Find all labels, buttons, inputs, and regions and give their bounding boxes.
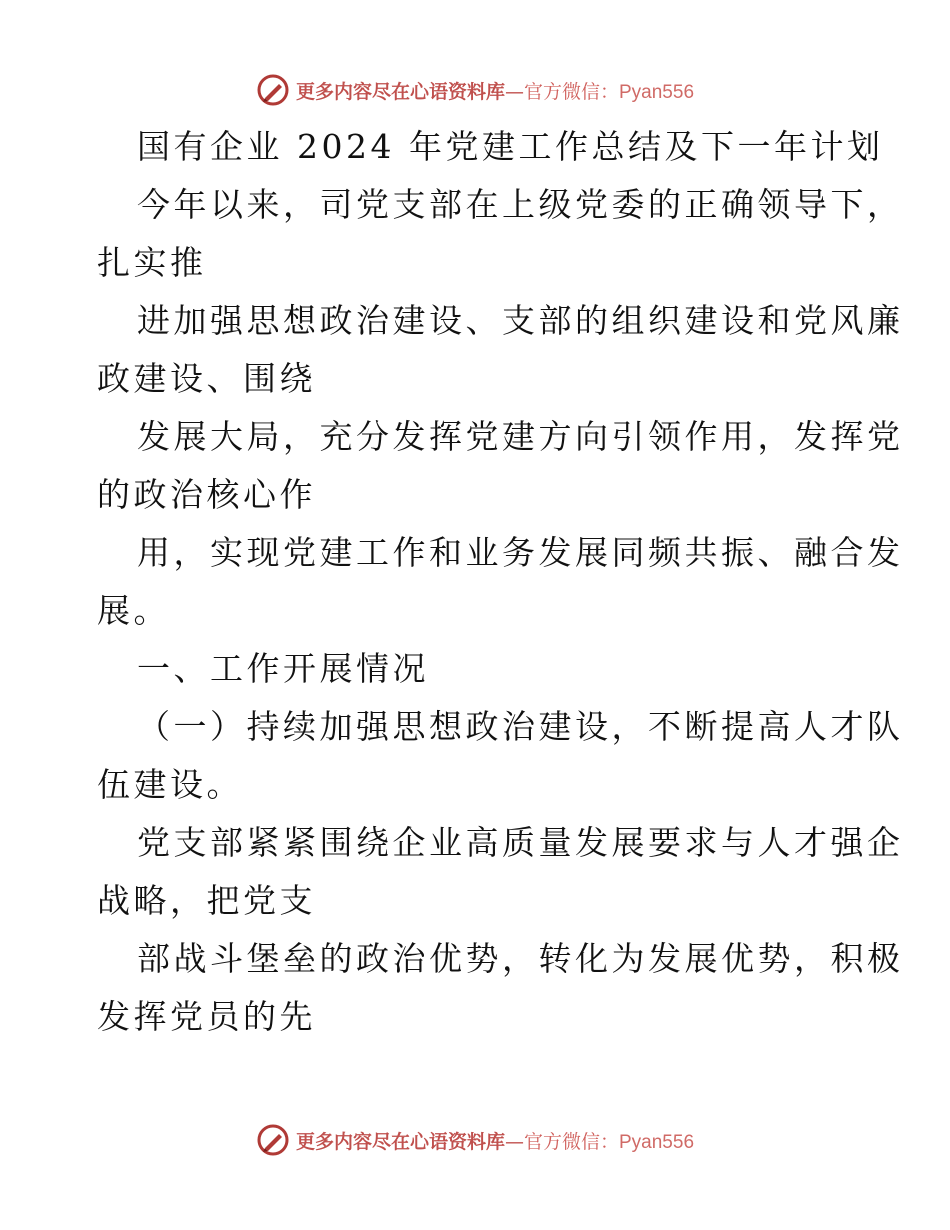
- section-heading: 一、工作开展情况: [137, 649, 429, 688]
- paragraph-line: 部战斗堡垒的政治优势，转化为发展优势，积极: [137, 939, 904, 978]
- paragraph-line: 发展大局，充分发挥党建方向引领作用，发挥党: [137, 417, 904, 456]
- document-body: [97, 118, 904, 1046]
- subsection-heading: （一）持续加强思想政治建设，不断提高人才队: [137, 707, 904, 746]
- watermark-wechat-id: Pyan556: [619, 1131, 695, 1153]
- pen-logo-icon: [256, 73, 290, 107]
- paragraph-line: 用，实现党建工作和业务发展同频共振、融合发: [137, 533, 904, 572]
- paragraph-line: 战略，把党支: [97, 881, 316, 920]
- watermark-wechat-label: 官方微信：: [523, 1130, 619, 1153]
- header-watermark: [0, 70, 950, 110]
- document-title: 国有企业 2024 年党建工作总结及下一年计划: [137, 127, 884, 166]
- paragraph-line: 的政治核心作: [97, 475, 316, 514]
- watermark-brand: 更多内容尽在心语资料库: [295, 1130, 505, 1153]
- subsection-heading-continued: 伍建设。: [97, 765, 243, 804]
- paragraph-line: 扎实推: [97, 243, 207, 282]
- paragraph-line: 进加强思想政治建设、支部的组织建设和党风廉: [137, 301, 904, 340]
- paragraph-line: 发挥党员的先: [97, 997, 316, 1036]
- watermark-text: [296, 1127, 694, 1154]
- watermark-separator: —: [504, 80, 524, 103]
- watermark-brand: 更多内容尽在心语资料库: [295, 80, 505, 103]
- paragraph-line: 政建设、围绕: [97, 359, 316, 398]
- paragraph-line: 党支部紧紧围绕企业高质量发展要求与人才强企: [137, 823, 904, 862]
- pen-logo-icon: [256, 1123, 290, 1157]
- paragraph-line: 今年以来，司党支部在上级党委的正确领导下，: [137, 185, 904, 224]
- watermark-wechat-id: Pyan556: [619, 81, 695, 103]
- footer-watermark: [0, 1120, 950, 1160]
- paragraph-line: 展。: [97, 591, 170, 630]
- watermark-wechat-label: 官方微信：: [523, 80, 619, 103]
- watermark-text: [296, 77, 694, 104]
- watermark-separator: —: [504, 1130, 524, 1153]
